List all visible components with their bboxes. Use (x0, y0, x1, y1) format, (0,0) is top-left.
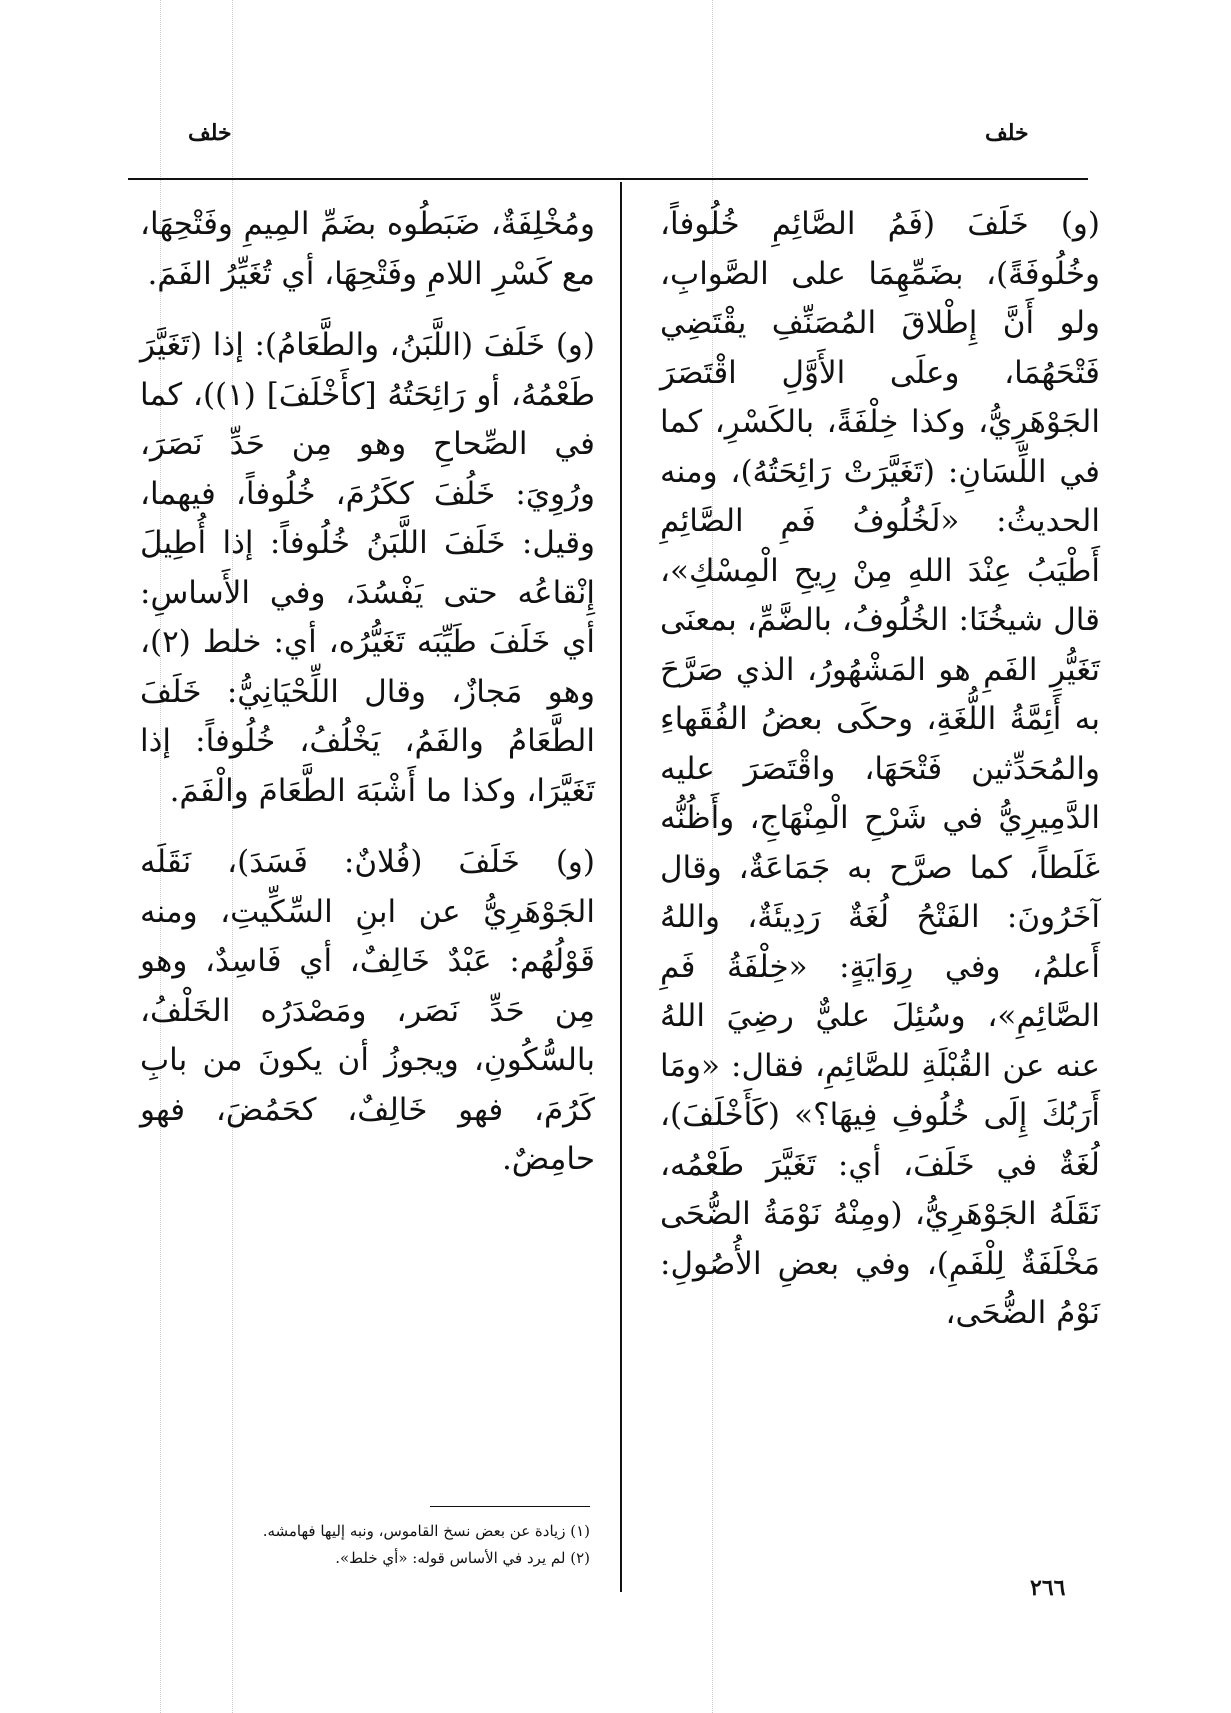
page-number: ٢٦٦ (1030, 1575, 1066, 1601)
entry-paragraph: ومُخْلِفَةٌ، ضَبَطُوه بضَمِّ المِيمِ وفَتْحِهَا، مع كَسْرِ اللامِ وفَتْحِهَا، أي تُغَيِّرُ الفَمَ. (140, 206, 595, 292)
column-separator (620, 182, 622, 1592)
footnote: (٢) لم يرد في الأساس قوله: «أي خلط». (335, 1549, 590, 1567)
left-column (140, 200, 595, 1207)
running-header-left: خلف (188, 120, 232, 146)
footnote-rule (430, 1506, 590, 1507)
entry-paragraph: (و) خَلَفَ (اللَّبَنُ، والطَّعَامُ): إذا (تَغَيَّرَ طَعْمُهُ، أو رَائِحَتُهُ [كأَخْلَفَ] (١))، كما في الصِّحاحِ وهو مِن حَدِّ نَصَرَ، ورُوِيَ: خَلُفَ ككَرُمَ، خُلُوفاً، فيهما، وقيل: خَلَفَ اللَّبَنُ خُلُوفاً: إذا أُطِيلَ إِنْقاعُه حتى يَفْسُدَ، وفي الأَساسِ: أي خَلَفَ طَيِّبَه تَغَيُّرُه، أي: خلط (٢)، وهو مَجازٌ، وقال اللِّحْيَانِيُّ: خَلَفَ الطَّعَامُ والفَمُ، يَخْلُفُ، خُلُوفاً: إذا تَغَيَّرَا، وكذا ما أَشْبَهَ الطَّعَامَ والْفَمَ. (140, 327, 595, 809)
footnotes (150, 1518, 590, 1572)
entry-paragraph: (و) خَلَفَ (فُلانٌ: فَسَدَ)، نَقَلَه الجَوْهَرِيُّ عن ابنِ السِّكِّيتِ، ومنه قَوْلُهُم: عَبْدٌ خَالِفٌ، أي فَاسِدٌ، وهو مِن حَدِّ نَصَر، ومَصْدَرُه الخَلْفُ، بالسُّكُونِ، ويجوزُ أن يكونَ من بابِ كَرُمَ، فهو خَالِفٌ، كحَمُضَ، فهو حامِضٌ. (140, 844, 595, 1177)
entry-paragraph: (و) خَلَفَ (فَمُ الصَّائِمِ خُلُوفاً، وخُلُوفَةً)، بضَمِّهِمَا على الصَّوابِ، ولو أَنَّ إِطْلاقَ المُصَنِّفِ يقْتَضِي فَتْحَهُمَا، وعلَى الأَوَّلِ اقْتَصَرَ الجَوْهَرِيُّ، وكذا خِلْفَةً، بالكَسْرِ، كما في اللِّسَانِ: (تَغَيَّرَتْ رَائِحَتُهُ)، ومنه الحديثُ: «لَخُلُوفُ فَمِ الصَّائِمِ أَطْيَبُ عِنْدَ اللهِ مِنْ رِيحِ الْمِسْكِ»، قال شيخُنَا: الخُلُوفُ، بالضَّمِّ، بمعنَى تَغَيُّرِ الفَمِ هو المَشْهُورُ، الذي صَرَّحَ به أَئِمَّةُ اللُّغَةِ، وحكَى بعضُ الفُقَهاءِ والمُحَدِّثين فَتْحَهَا، واقْتَصَرَ عليه الدَّمِيرِيُّ في شَرْحِ الْمِنْهَاجِ، وأَظُنُّه غَلَطاً، كما صرَّح به جَمَاعَةٌ، وقال آخَرُونَ: الفَتْحُ لُغَةٌ رَدِيئَةٌ، واللهُ أَعلمُ، وفي رِوَايَةٍ: «خِلْفَةُ فَمِ الصَّائِمِ»، وسُئِلَ عليٌّ رضِيَ اللهُ عنه عن القُبْلَةِ للصَّائِمِ، فقال: «ومَا أَرَبُكَ إِلَى خُلُوفِ فِيهَا؟» (كَأَخْلَفَ)، لُغَةٌ في خَلَفَ، أي: تَغَيَّرَ طَعْمُه، نَقَلَهُ الجَوْهَرِيُّ، (ومِنْهُ نَوْمَةُ الضُّحَى مَخْلَفَةٌ لِلْفَمِ)، وفي بعضِ الأُصُولِ: نَوْمُ الضُّحَى، (660, 206, 1100, 1331)
header-rule (128, 178, 1088, 180)
right-column (660, 200, 1100, 1361)
footnote: (١) زيادة عن بعض نسخ القاموس، ونبه إليها فهامشه. (262, 1522, 590, 1540)
running-header-right: خلف (985, 120, 1029, 146)
